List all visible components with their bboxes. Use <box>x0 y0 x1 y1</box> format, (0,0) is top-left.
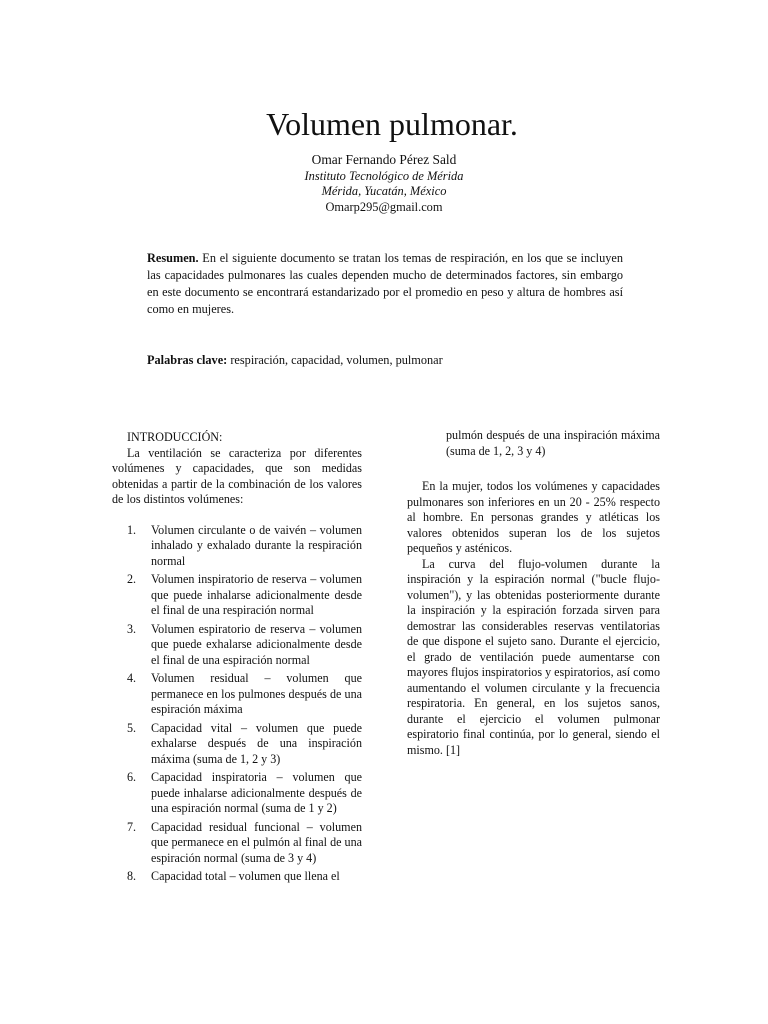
paragraph-flow-volume: La curva del flujo-volumen durante la inspiración y la espiración normal ("bucle flujo-volumen"), y las obtenidas posteriormente durante la inspiración y la espiración forzada sirven para demostrar las considerables reservas ventilatorias de que dispone el sujeto sano. Durante el ejercicio, el grado de ventilación puede aumentarse con mayores flujos inspiratorios y espiratorios, así como aumentando el volumen circulante y la frecuencia respiratoria. En general, en los sujetos sanos, durante el ejercicio el volumen pulmonar espiratorio final continúa, por lo general, siendo el mismo. [1] <box>407 556 660 757</box>
list-item-text: Volumen espiratorio de reserva – volumen que puede exhalarse adicionalmente desde el final de una espiración normal <box>151 621 362 667</box>
list-item-number: 6. <box>127 770 137 784</box>
list-item-text: Capacidad residual funcional – volumen que permanece en el pulmón al final de una espiración normal (suma de 3 y 4) <box>151 819 362 865</box>
list-item <box>112 869 362 885</box>
list-item-continuation: pulmón después de una inspiración máxima (suma de 1, 2, 3 y 4) <box>446 428 660 458</box>
list-item-text: Volumen circulante o de vaivén – volumen inhalado y exhalado durante la respiración normal <box>151 522 362 568</box>
list-item <box>112 671 362 718</box>
list-item <box>112 820 362 867</box>
list-item-text: Capacidad inspiratoria – volumen que puede inhalarse adicionalmente después de una espiración normal (suma de 1 y 2) <box>151 770 362 815</box>
keywords <box>147 352 623 369</box>
list-item-text: Volumen residual – volumen que permanece en los pulmones después de una espiración máxima <box>151 671 362 716</box>
keywords-text: respiración, capacidad, volumen, pulmonar <box>227 353 443 367</box>
list-item <box>112 572 362 619</box>
paper-title: Volumen pulmonar. <box>266 106 518 143</box>
author-block <box>0 152 768 215</box>
list-item-text: Capacidad vital – volumen que puede exhalarse después de una inspiración máxima (suma de 1, 2 y 3) <box>151 720 362 766</box>
keywords-label: Palabras clave: <box>147 353 228 367</box>
list-item <box>112 721 362 768</box>
list-item-text: Capacidad total – volumen que llena el <box>151 869 340 883</box>
abstract-label: Resumen. <box>147 251 199 265</box>
right-column <box>407 428 660 758</box>
list-item-number: 8. <box>127 869 137 883</box>
section-heading: INTRODUCCIÓN: <box>127 430 223 444</box>
volume-list <box>112 523 362 885</box>
abstract-text: En el siguiente documento se tratan los temas de respiración, en los que se incluyen las capacidades pulmonares las cuales dependen mucho de determinados factores, sin embargo en este documento se encontrará estandarizado por el promedio en peso y altura de hombres así como en mujeres. <box>147 251 623 316</box>
list-item-number: 2. <box>127 572 137 586</box>
list-item-number: 7. <box>127 819 137 834</box>
list-item-text: Volumen inspiratorio de reserva – volumen que puede inhalarse adicionalmente desde el final de una respiración normal <box>151 572 362 617</box>
author-name: Omar Fernando Pérez Sald <box>311 152 457 167</box>
author-email: Omarp295@gmail.com <box>325 199 443 214</box>
list-item-number: 4. <box>127 671 137 685</box>
abstract <box>147 250 623 318</box>
author-location: Mérida, Yucatán, México <box>321 184 447 198</box>
left-column <box>112 430 362 888</box>
author-institution: Instituto Tecnológico de Mérida <box>304 168 464 183</box>
intro-paragraph: La ventilación se caracteriza por diferentes volúmenes y capacidades, que son medidas obtenidas a partir de la combinación de los valores de los distintos volúmenes: <box>112 445 362 506</box>
list-item-number: 1. <box>127 522 137 537</box>
list-item <box>112 622 362 669</box>
list-item <box>112 523 362 570</box>
list-item-number: 5. <box>127 720 137 735</box>
list-item-number: 3. <box>127 621 137 636</box>
list-item <box>112 770 362 817</box>
paragraph-women: En la mujer, todos los volúmenes y capacidades pulmonares son inferiores en un 20 - 25% respecto al hombre. En personas grandes y atléticas los valores obtenidos superan los de los sujetos pequeños y asténicos. <box>407 479 660 555</box>
